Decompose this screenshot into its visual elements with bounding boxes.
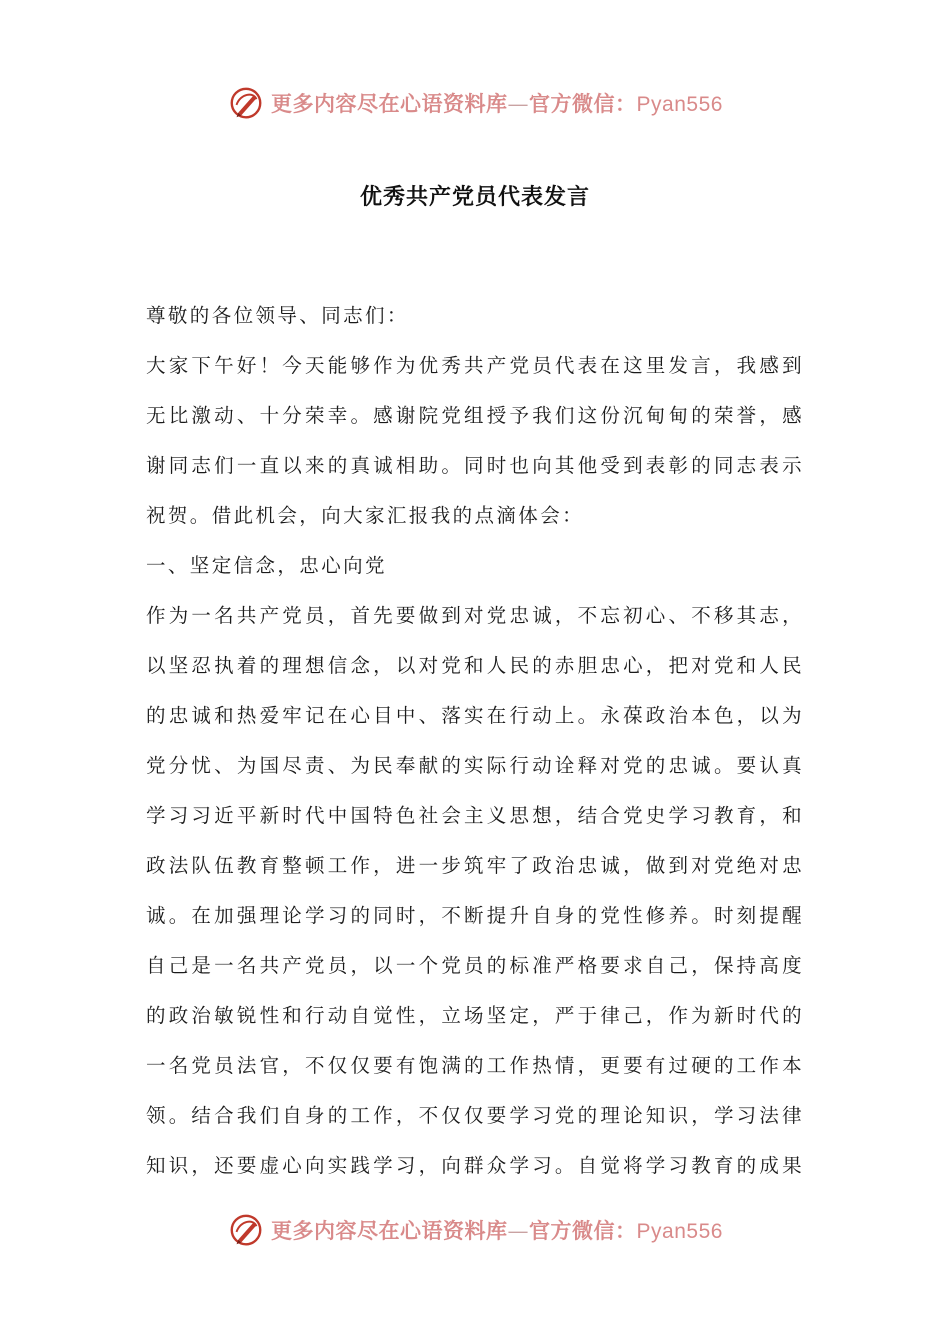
watermark-contact-label: 官方微信：: [529, 91, 637, 116]
watermark-brand: 更多内容尽在心语资料库: [271, 1218, 508, 1243]
document-title: 优秀共产党员代表发言: [359, 185, 590, 210]
body-line: 的忠诚和热爱牢记在心目中、落实在行动上。永葆政治本色，以为: [146, 704, 804, 727]
watermark-text: [271, 88, 723, 118]
section-heading: 一、坚定信念，忠心向党: [146, 554, 387, 577]
body-line: 党分忧、为国尽责、为民奉献的实际行动诠释对党的忠诚。要认真: [146, 754, 804, 777]
document-body: [146, 291, 804, 1191]
body-line: 以坚忍执着的理想信念，以对党和人民的赤胆忠心，把对党和人民: [146, 654, 804, 677]
body-line: 诚。在加强理论学习的同时，不断提升自身的党性修养。时刻提醒: [146, 904, 804, 927]
salutation: 尊敬的各位领导、同志们：: [146, 304, 409, 327]
watermark-brand: 更多内容尽在心语资料库: [271, 91, 508, 116]
pen-swirl-logo-icon: [227, 84, 265, 122]
body-line: 政法队伍教育整顿工作，进一步筑牢了政治忠诚，做到对党绝对忠: [146, 854, 804, 877]
watermark-text: [271, 1215, 723, 1245]
body-line: 的政治敏锐性和行动自觉性，立场坚定，严于律己，作为新时代的: [146, 1004, 804, 1027]
body-line: 无比激动、十分荣幸。感谢院党组授予我们这份沉甸甸的荣誉，感: [146, 404, 804, 427]
watermark-separator: —: [507, 1219, 530, 1243]
watermark-contact-id: Pyan556: [636, 93, 723, 116]
body-line: 谢同志们一直以来的真诚相助。同时也向其他受到表彰的同志表示: [146, 454, 804, 477]
body-line: 自己是一名共产党员，以一个党员的标准严格要求自己，保持高度: [146, 954, 804, 977]
watermark-contact-label: 官方微信：: [529, 1218, 637, 1243]
body-line: 领。结合我们自身的工作，不仅仅要学习党的理论知识，学习法律: [146, 1104, 804, 1127]
body-line: 作为一名共产党员，首先要做到对党忠诚，不忘初心、不移其志，: [146, 604, 804, 627]
body-line: 祝贺。借此机会，向大家汇报我的点滴体会：: [146, 504, 585, 527]
pen-swirl-logo-icon: [227, 1211, 265, 1249]
header-watermark: [0, 80, 950, 126]
body-line: 学习习近平新时代中国特色社会主义思想，结合党史学习教育，和: [146, 804, 804, 827]
body-line: 一名党员法官，不仅仅要有饱满的工作热情，更要有过硬的工作本: [146, 1054, 804, 1077]
footer-watermark: [0, 1207, 950, 1253]
body-line: 知识，还要虚心向实践学习，向群众学习。自觉将学习教育的成果: [146, 1154, 804, 1177]
watermark-contact-id: Pyan556: [636, 1220, 723, 1243]
watermark-separator: —: [507, 92, 530, 116]
body-line: 大家下午好！今天能够作为优秀共产党员代表在这里发言，我感到: [146, 354, 804, 377]
